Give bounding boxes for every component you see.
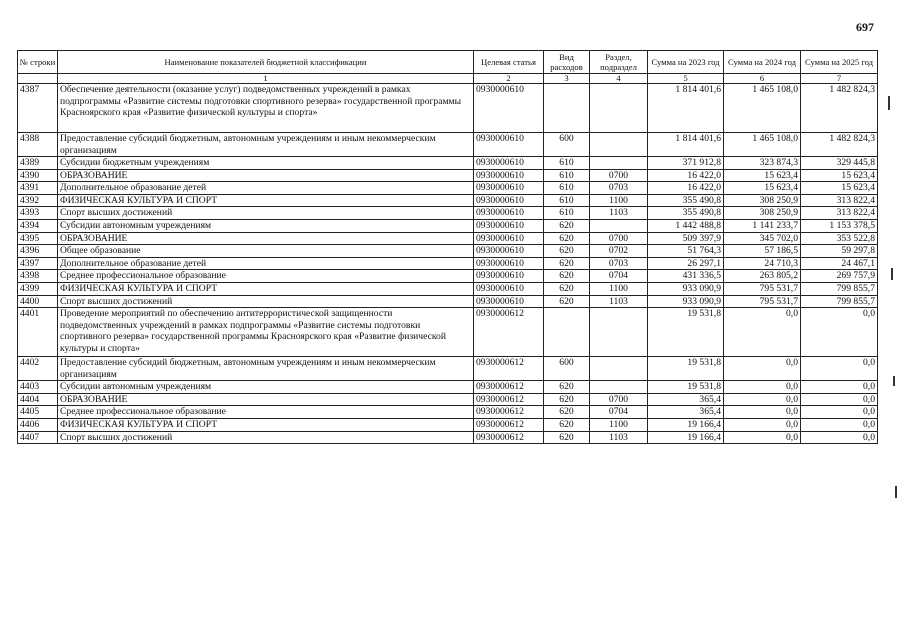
cell-section: 0704 xyxy=(590,406,648,419)
table-row xyxy=(18,133,878,157)
cell-sum-2025: 0,0 xyxy=(801,431,878,444)
cell-sum-2023: 1 442 488,8 xyxy=(648,219,724,232)
cell-row-no: 4407 xyxy=(18,431,58,444)
cell-sum-2023: 933 090,9 xyxy=(648,295,724,308)
cell-name: ФИЗИЧЕСКАЯ КУЛЬТУРА И СПОРТ xyxy=(58,194,474,207)
cell-sum-2024: 345 702,0 xyxy=(724,232,801,245)
cell-sum-2024: 795 531,7 xyxy=(724,282,801,295)
cell-section: 0700 xyxy=(590,393,648,406)
cell-sum-2023: 19 166,4 xyxy=(648,431,724,444)
scan-margin-mark xyxy=(888,96,890,110)
cell-target: 0930000610 xyxy=(474,232,544,245)
cell-row-no: 4391 xyxy=(18,182,58,195)
cell-target: 0930000610 xyxy=(474,295,544,308)
table-row xyxy=(18,182,878,195)
header-target: Целевая статья xyxy=(474,51,544,74)
cell-sum-2023: 26 297,1 xyxy=(648,257,724,270)
header-row-no: № строки xyxy=(18,51,58,74)
cell-expense: 620 xyxy=(544,282,590,295)
cell-row-no: 4401 xyxy=(18,308,58,357)
cell-sum-2023: 933 090,9 xyxy=(648,282,724,295)
table-row xyxy=(18,219,878,232)
column-number: 2 xyxy=(474,74,544,84)
cell-sum-2023: 19 166,4 xyxy=(648,418,724,431)
cell-target: 0930000612 xyxy=(474,431,544,444)
cell-sum-2025: 1 482 824,3 xyxy=(801,133,878,157)
table-row xyxy=(18,84,878,133)
cell-target: 0930000610 xyxy=(474,194,544,207)
column-number xyxy=(18,74,58,84)
cell-sum-2024: 24 710,3 xyxy=(724,257,801,270)
table-row xyxy=(18,431,878,444)
cell-sum-2025: 799 855,7 xyxy=(801,282,878,295)
cell-name: Спорт высших достижений xyxy=(58,431,474,444)
cell-expense: 620 xyxy=(544,245,590,258)
cell-section: 1103 xyxy=(590,295,648,308)
table-row xyxy=(18,406,878,419)
cell-expense: 620 xyxy=(544,270,590,283)
cell-sum-2025: 799 855,7 xyxy=(801,295,878,308)
column-number: 5 xyxy=(648,74,724,84)
cell-name: ОБРАЗОВАНИЕ xyxy=(58,232,474,245)
cell-sum-2023: 1 814 401,6 xyxy=(648,84,724,133)
cell-sum-2023: 509 397,9 xyxy=(648,232,724,245)
cell-expense: 610 xyxy=(544,169,590,182)
table-row xyxy=(18,194,878,207)
cell-sum-2025: 0,0 xyxy=(801,357,878,381)
table-row xyxy=(18,245,878,258)
cell-row-no: 4396 xyxy=(18,245,58,258)
column-number: 7 xyxy=(801,74,878,84)
cell-sum-2025: 59 297,8 xyxy=(801,245,878,258)
cell-section xyxy=(590,157,648,170)
column-number: 4 xyxy=(590,74,648,84)
cell-expense: 600 xyxy=(544,357,590,381)
cell-name: Предоставление субсидий бюджетным, автономным учреждениям и иным некоммерческим организациям xyxy=(58,133,474,157)
cell-name: Среднее профессиональное образование xyxy=(58,406,474,419)
cell-row-no: 4406 xyxy=(18,418,58,431)
cell-sum-2025: 0,0 xyxy=(801,393,878,406)
header-section: Раздел, подраздел xyxy=(590,51,648,74)
cell-name: Дополнительное образование детей xyxy=(58,182,474,195)
table-row xyxy=(18,232,878,245)
cell-sum-2025: 15 623,4 xyxy=(801,169,878,182)
cell-expense: 620 xyxy=(544,431,590,444)
cell-target: 0930000610 xyxy=(474,207,544,220)
cell-expense: 610 xyxy=(544,182,590,195)
cell-target: 0930000610 xyxy=(474,257,544,270)
cell-sum-2024: 15 623,4 xyxy=(724,169,801,182)
cell-sum-2023: 19 531,8 xyxy=(648,357,724,381)
cell-expense: 610 xyxy=(544,194,590,207)
cell-sum-2025: 0,0 xyxy=(801,406,878,419)
cell-expense: 620 xyxy=(544,418,590,431)
cell-target: 0930000610 xyxy=(474,282,544,295)
cell-target: 0930000610 xyxy=(474,219,544,232)
header-name: Наименование показателей бюджетной классификации xyxy=(58,51,474,74)
cell-section: 0703 xyxy=(590,257,648,270)
column-number: 1 xyxy=(58,74,474,84)
cell-section: 1103 xyxy=(590,207,648,220)
cell-row-no: 4403 xyxy=(18,381,58,394)
cell-sum-2024: 0,0 xyxy=(724,431,801,444)
cell-target: 0930000610 xyxy=(474,84,544,133)
column-number: 3 xyxy=(544,74,590,84)
cell-sum-2025: 0,0 xyxy=(801,418,878,431)
cell-sum-2023: 431 336,5 xyxy=(648,270,724,283)
cell-row-no: 4405 xyxy=(18,406,58,419)
cell-name: ОБРАЗОВАНИЕ xyxy=(58,169,474,182)
cell-sum-2024: 1 465 108,0 xyxy=(724,133,801,157)
column-number-row xyxy=(18,74,878,84)
cell-name: Спорт высших достижений xyxy=(58,207,474,220)
cell-section: 1100 xyxy=(590,194,648,207)
cell-sum-2024: 1 141 233,7 xyxy=(724,219,801,232)
cell-sum-2024: 0,0 xyxy=(724,418,801,431)
table-row xyxy=(18,308,878,357)
cell-sum-2024: 308 250,9 xyxy=(724,194,801,207)
cell-sum-2023: 16 422,0 xyxy=(648,182,724,195)
cell-expense: 620 xyxy=(544,257,590,270)
cell-expense: 620 xyxy=(544,393,590,406)
cell-section: 0704 xyxy=(590,270,648,283)
cell-target: 0930000610 xyxy=(474,157,544,170)
cell-sum-2025: 1 482 824,3 xyxy=(801,84,878,133)
table-row xyxy=(18,169,878,182)
table-row xyxy=(18,418,878,431)
cell-sum-2025: 1 153 378,5 xyxy=(801,219,878,232)
cell-expense xyxy=(544,308,590,357)
cell-sum-2025: 0,0 xyxy=(801,308,878,357)
cell-row-no: 4393 xyxy=(18,207,58,220)
cell-sum-2024: 323 874,3 xyxy=(724,157,801,170)
cell-sum-2024: 0,0 xyxy=(724,393,801,406)
cell-name: ФИЗИЧЕСКАЯ КУЛЬТУРА И СПОРТ xyxy=(58,418,474,431)
cell-row-no: 4397 xyxy=(18,257,58,270)
header-expense: Вид расходов xyxy=(544,51,590,74)
cell-target: 0930000610 xyxy=(474,133,544,157)
cell-sum-2025: 24 467,1 xyxy=(801,257,878,270)
cell-section xyxy=(590,133,648,157)
cell-target: 0930000612 xyxy=(474,308,544,357)
cell-sum-2024: 263 805,2 xyxy=(724,270,801,283)
budget-table xyxy=(17,50,878,444)
cell-expense: 620 xyxy=(544,406,590,419)
cell-name: Субсидии автономным учреждениям xyxy=(58,219,474,232)
cell-expense: 610 xyxy=(544,207,590,220)
cell-target: 0930000610 xyxy=(474,169,544,182)
scan-margin-mark xyxy=(893,376,895,386)
cell-section: 0700 xyxy=(590,169,648,182)
page-number: 697 xyxy=(856,20,874,34)
cell-expense: 610 xyxy=(544,157,590,170)
cell-row-no: 4402 xyxy=(18,357,58,381)
cell-expense: 620 xyxy=(544,232,590,245)
cell-section: 0703 xyxy=(590,182,648,195)
cell-sum-2025: 353 522,8 xyxy=(801,232,878,245)
cell-row-no: 4404 xyxy=(18,393,58,406)
cell-target: 0930000612 xyxy=(474,357,544,381)
cell-sum-2025: 329 445,8 xyxy=(801,157,878,170)
cell-target: 0930000612 xyxy=(474,393,544,406)
header-row xyxy=(18,51,878,74)
cell-name: ОБРАЗОВАНИЕ xyxy=(58,393,474,406)
table-row xyxy=(18,257,878,270)
cell-row-no: 4388 xyxy=(18,133,58,157)
cell-sum-2024: 0,0 xyxy=(724,308,801,357)
cell-name: Дополнительное образование детей xyxy=(58,257,474,270)
cell-section: 1103 xyxy=(590,431,648,444)
table-row xyxy=(18,381,878,394)
cell-name: Предоставление субсидий бюджетным, автономным учреждениям и иным некоммерческим организациям xyxy=(58,357,474,381)
cell-target: 0930000612 xyxy=(474,381,544,394)
cell-section xyxy=(590,308,648,357)
cell-target: 0930000610 xyxy=(474,245,544,258)
cell-sum-2025: 313 822,4 xyxy=(801,194,878,207)
cell-name: Проведение мероприятий по обеспечению антитеррористической защищенности подведомственных учреждений в рамках подпрограммы «Развитие системы подготовки спортивного резерва» государственной программы Красноярского края «Развитие физической культуры и спорта» xyxy=(58,308,474,357)
scan-margin-mark xyxy=(895,486,897,498)
cell-sum-2023: 365,4 xyxy=(648,393,724,406)
cell-row-no: 4398 xyxy=(18,270,58,283)
cell-section: 1100 xyxy=(590,282,648,295)
cell-name: Среднее профессиональное образование xyxy=(58,270,474,283)
cell-name: Спорт высших достижений xyxy=(58,295,474,308)
cell-sum-2024: 0,0 xyxy=(724,381,801,394)
cell-section: 1100 xyxy=(590,418,648,431)
cell-row-no: 4390 xyxy=(18,169,58,182)
header-sum-2025: Сумма на 2025 год xyxy=(801,51,878,74)
cell-sum-2023: 355 490,8 xyxy=(648,194,724,207)
cell-name: Субсидии бюджетным учреждениям xyxy=(58,157,474,170)
cell-section xyxy=(590,381,648,394)
cell-sum-2023: 51 764,3 xyxy=(648,245,724,258)
table-body xyxy=(18,84,878,444)
cell-section xyxy=(590,84,648,133)
cell-sum-2024: 308 250,9 xyxy=(724,207,801,220)
cell-sum-2024: 795 531,7 xyxy=(724,295,801,308)
cell-target: 0930000610 xyxy=(474,270,544,283)
cell-sum-2025: 313 822,4 xyxy=(801,207,878,220)
cell-section: 0700 xyxy=(590,232,648,245)
table-row xyxy=(18,157,878,170)
table-row xyxy=(18,393,878,406)
cell-sum-2024: 57 186,5 xyxy=(724,245,801,258)
cell-target: 0930000610 xyxy=(474,182,544,195)
cell-sum-2023: 19 531,8 xyxy=(648,308,724,357)
cell-sum-2025: 269 757,9 xyxy=(801,270,878,283)
cell-expense: 620 xyxy=(544,295,590,308)
cell-row-no: 4387 xyxy=(18,84,58,133)
cell-section: 0702 xyxy=(590,245,648,258)
cell-sum-2024: 0,0 xyxy=(724,406,801,419)
table-row xyxy=(18,270,878,283)
cell-sum-2025: 15 623,4 xyxy=(801,182,878,195)
table-row xyxy=(18,282,878,295)
table-row xyxy=(18,357,878,381)
cell-expense: 620 xyxy=(544,381,590,394)
table-row xyxy=(18,295,878,308)
cell-row-no: 4400 xyxy=(18,295,58,308)
column-number: 6 xyxy=(724,74,801,84)
cell-section xyxy=(590,357,648,381)
cell-expense: 620 xyxy=(544,219,590,232)
cell-expense: 600 xyxy=(544,133,590,157)
cell-target: 0930000612 xyxy=(474,406,544,419)
cell-section xyxy=(590,219,648,232)
cell-target: 0930000612 xyxy=(474,418,544,431)
cell-row-no: 4392 xyxy=(18,194,58,207)
cell-row-no: 4395 xyxy=(18,232,58,245)
header-sum-2023: Сумма на 2023 год xyxy=(648,51,724,74)
cell-sum-2023: 355 490,8 xyxy=(648,207,724,220)
cell-sum-2023: 1 814 401,6 xyxy=(648,133,724,157)
cell-row-no: 4394 xyxy=(18,219,58,232)
cell-sum-2023: 371 912,8 xyxy=(648,157,724,170)
table-row xyxy=(18,207,878,220)
header-sum-2024: Сумма на 2024 год xyxy=(724,51,801,74)
cell-sum-2024: 15 623,4 xyxy=(724,182,801,195)
cell-sum-2025: 0,0 xyxy=(801,381,878,394)
cell-expense xyxy=(544,84,590,133)
cell-sum-2023: 19 531,8 xyxy=(648,381,724,394)
cell-name: Общее образование xyxy=(58,245,474,258)
cell-sum-2023: 365,4 xyxy=(648,406,724,419)
cell-row-no: 4399 xyxy=(18,282,58,295)
cell-name: Субсидии автономным учреждениям xyxy=(58,381,474,394)
cell-sum-2024: 0,0 xyxy=(724,357,801,381)
cell-sum-2024: 1 465 108,0 xyxy=(724,84,801,133)
cell-sum-2023: 16 422,0 xyxy=(648,169,724,182)
cell-name: Обеспечение деятельности (оказание услуг) подведомственных учреждений в рамках подпрограммы «Развитие системы подготовки спортивного резерва» государственной программы Красноярского края «Развитие физической культуры и спорта» xyxy=(58,84,474,133)
cell-row-no: 4389 xyxy=(18,157,58,170)
cell-name: ФИЗИЧЕСКАЯ КУЛЬТУРА И СПОРТ xyxy=(58,282,474,295)
scan-margin-mark xyxy=(891,268,893,280)
